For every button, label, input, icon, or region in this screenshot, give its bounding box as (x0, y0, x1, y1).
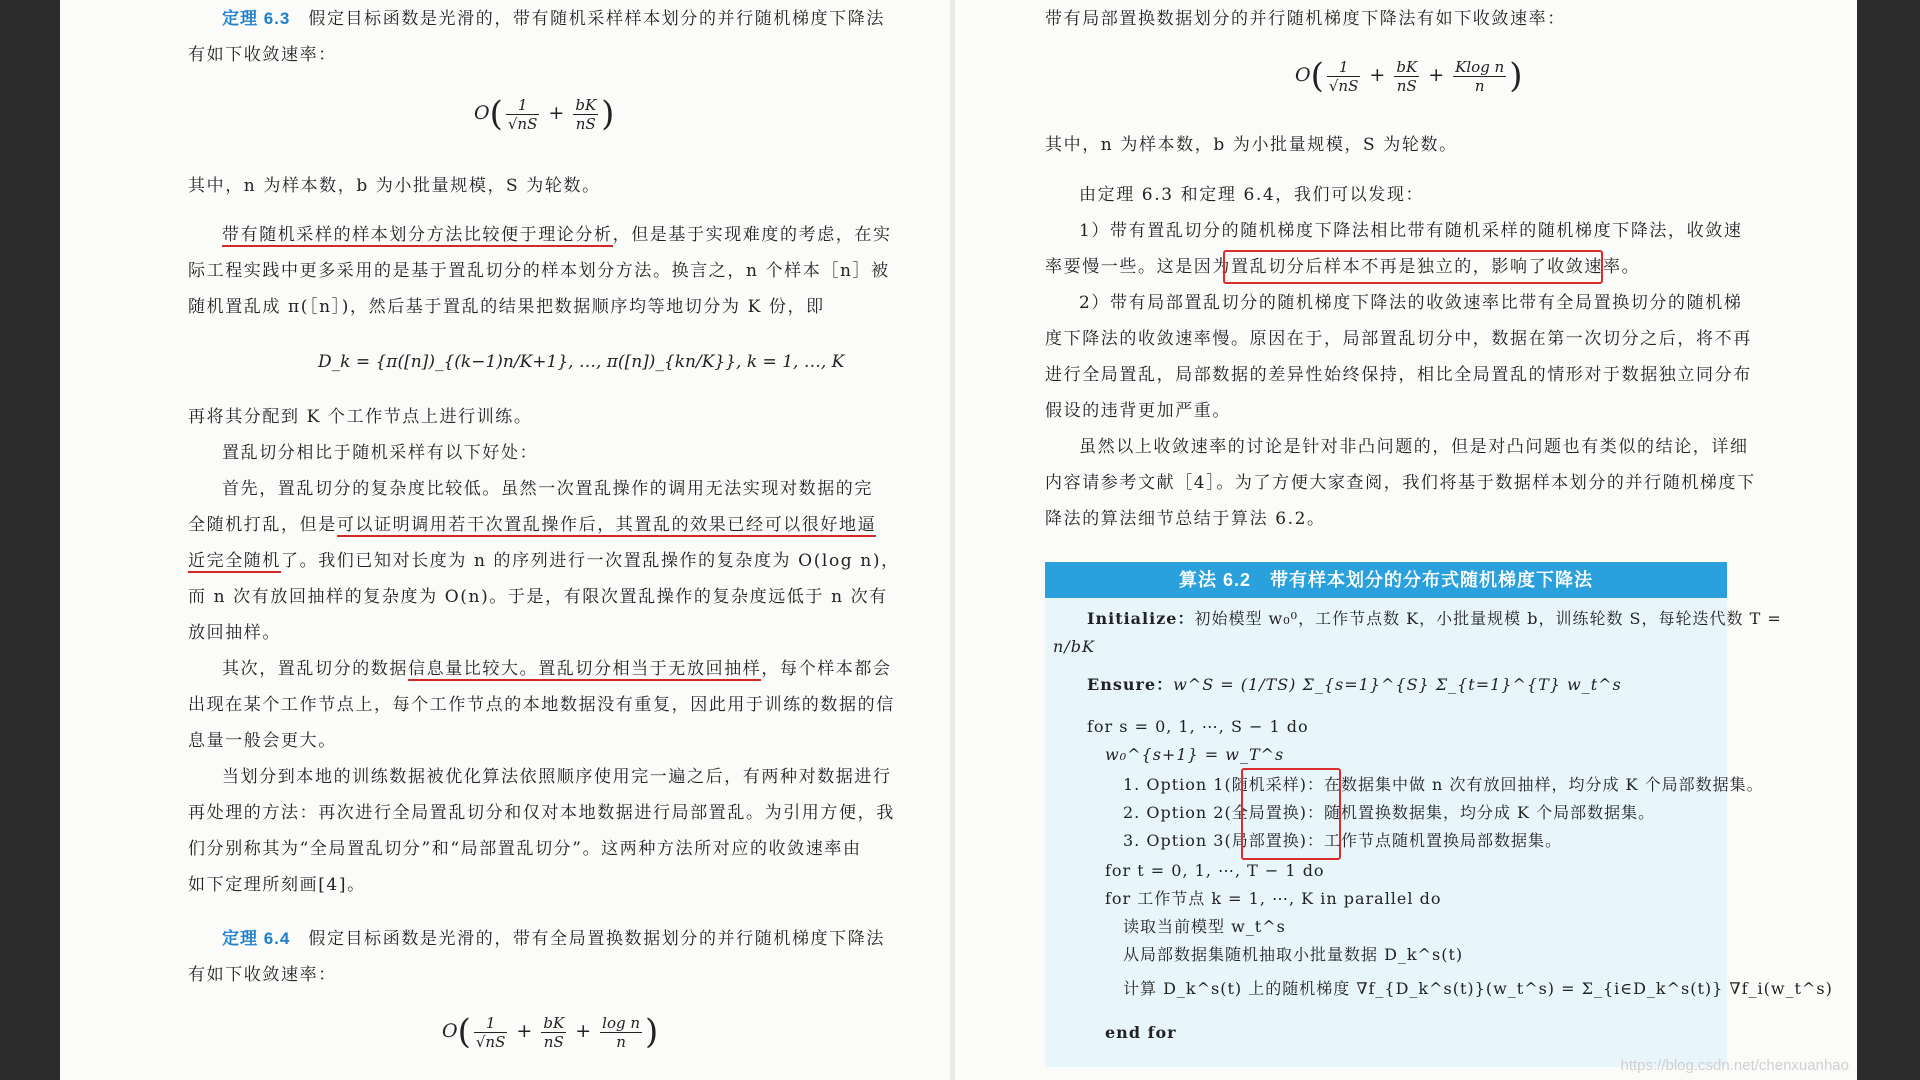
paragraph-line: 近完全随机了。我们已知对长度为 n 的序列进行一次置乱操作的复杂度为 O(log n)， (188, 551, 900, 571)
paragraph-line: 当划分到本地的训练数据被优化算法依照顺序使用完一遍之后，有两种对数据进行 (222, 767, 892, 787)
algo-ensure: Ensure：w^S = (1/TS) Σ_{s=1}^{S} Σ_{t=1}^{T} w_t^s (1087, 675, 1622, 694)
paragraph-line: 内容请参考文献［4］。为了方便大家查阅，我们将基于数据样本划分的并行随机梯度下 (1045, 473, 1756, 493)
formula-dk: D_k = {π([n])_{(k−1)n/K+1}, …, π([n])_{kn/K}}, k = 1, …, K (318, 352, 845, 372)
paragraph-line: 而 n 次有放回抽样的复杂度为 O(n)。于是，有限次置乱操作的复杂度远低于 n 次有 (188, 587, 888, 607)
algo-for-t: for t = 0, 1, ⋯, T − 1 do (1105, 861, 1325, 880)
highlighted-phrase: 置乱切分后样本不再是独立的，影响了收敛速率 (1231, 257, 1622, 277)
theorem-6-3: 定理 6.3 假定目标函数是光滑的，带有随机采样样本划分的并行随机梯度下降法 (222, 9, 885, 29)
red-highlight-box (1241, 768, 1341, 860)
paragraph-line: 如下定理所刻画[4]。 (188, 875, 366, 895)
algo-grad: 计算 D_k^s(t) 上的随机梯度 ∇f_{D_k^s(t)}(w_t^s) = Σ_{i∈D_k^s(t)} ∇f_i(w_t^s) (1123, 979, 1833, 998)
paragraph-line: 率要慢一些。这是因为置乱切分后样本不再是独立的，影响了收敛速率。 (1045, 257, 1641, 277)
paragraph-line: 度下降法的收敛速率慢。原因在于，局部置乱切分中，数据在第一次切分之后，将不再 (1045, 329, 1752, 349)
watermark: https://blog.csdn.net/chenxuanhao (1620, 1057, 1849, 1074)
algo-end-for: end for (1105, 1023, 1177, 1042)
formula-local-shuffle: O( $\frac{1}{√nS}$ + $\frac{bK}{nS}$ + $\frac{\text{Klog n}}{n}$ ) (1295, 56, 1523, 96)
paragraph-line: 出现在某个工作节点上，每个工作节点的本地数据没有重复，因此用于训练的数据的信 (188, 695, 895, 715)
paragraph-line: 再将其分配到 K 个工作节点上进行训练。 (188, 407, 533, 427)
paragraph-line: 带有随机采样的样本划分方法比较便于理论分析，但是基于实现难度的考虑，在实 (222, 225, 892, 245)
paragraph-line: 虽然以上收敛速率的讨论是针对非凸问题的，但是对凸问题也有类似的结论，详细 (1079, 437, 1749, 457)
red-highlight-box (1223, 250, 1603, 284)
paragraph-line: 际工程实践中更多采用的是基于置乱切分的样本划分方法。换言之，n 个样本［n］被 (188, 261, 890, 281)
formula-theorem-6-4: O( $\frac{1}{√nS}$ + $\frac{bK}{nS}$ + $\frac{\text{log n}}{n}$ ) (442, 1012, 659, 1052)
algorithm-header: 算法 6.2 带有样本划分的分布式随机梯度下降法 (1045, 562, 1727, 598)
red-underline: 信息量比较大。置乱切分相当于无放回抽样 (408, 659, 762, 679)
algo-read: 读取当前模型 w_t^s (1123, 917, 1286, 936)
left-page (60, 0, 950, 1080)
algo-for-s: for s = 0, 1, ⋯, S − 1 do (1087, 717, 1309, 736)
paragraph-line: 带有局部置换数据划分的并行随机梯度下降法有如下收敛速率： (1045, 9, 1566, 29)
paragraph-line: 息量一般会更大。 (188, 731, 337, 751)
theorem-text: 有如下收敛速率： (188, 45, 337, 65)
paragraph-line: 全随机打乱，但是可以证明调用若干次置乱操作后，其置乱的效果已经可以很好地逼 (188, 515, 877, 535)
theorem-text: 有如下收敛速率： (188, 965, 337, 985)
algo-option-2: 2. Option 2(全局置换)：随机置换数据集，均分成 K 个局部数据集。 (1123, 803, 1656, 822)
paragraph-line: 其次，置乱切分的数据信息量比较大。置乱切分相当于无放回抽样，每个样本都会 (222, 659, 892, 679)
paragraph-line: 2）带有局部置乱切分的随机梯度下降法的收敛速率比带有全局置换切分的随机梯 (1079, 293, 1743, 313)
paragraph-line: 置乱切分相比于随机采样有以下好处： (222, 443, 539, 463)
paragraph-line: 进行全局置乱，局部数据的差异性始终保持，相比全局置乱的情形对于数据独立同分布 (1045, 365, 1752, 385)
paragraph-line: 放回抽样。 (188, 623, 281, 643)
algo-initialize-cont: n/bK (1053, 637, 1095, 656)
algo-initialize: Initialize：初始模型 w₀⁰，工作节点数 K，小批量规模 b，训练轮数 S，每轮迭代数 T = (1087, 609, 1782, 628)
red-underline: 可以证明调用若干次置乱操作后，其置乱的效果已经可以很好地逼 (336, 515, 877, 535)
theorem-6-4: 定理 6.4 假定目标函数是光滑的，带有全局置换数据划分的并行随机梯度下降法 (222, 929, 885, 949)
paragraph-line: 假设的违背更加严重。 (1045, 401, 1231, 421)
red-underline: 近完全随机 (188, 551, 281, 571)
algo-sample: 从局部数据集随机抽取小批量数据 D_k^s(t) (1123, 945, 1464, 964)
paragraph-line: 们分别称其为“全局置乱切分”和“局部置乱切分”。这两种方法所对应的收敛速率由 (188, 839, 862, 859)
algo-for-k: for 工作节点 k = 1, ⋯, K in parallel do (1105, 889, 1442, 908)
theorem-label: 定理 6.4 (222, 929, 291, 948)
paragraph-line: 由定理 6.3 和定理 6.4，我们可以发现： (1079, 185, 1425, 205)
formula-theorem-6-3: O( $\frac{1}{√nS}$ + $\frac{bK}{nS}$ ) (474, 94, 615, 134)
red-underline: 带有随机采样的样本划分方法比较便于理论分析 (222, 225, 613, 245)
algo-option-3: 3. Option 3(局部置换)：工作节点随机置换局部数据集。 (1123, 831, 1562, 850)
theorem-label: 定理 6.3 (222, 9, 291, 28)
paragraph-line: 再处理的方法：再次进行全局置乱切分和仅对本地数据进行局部置乱。为引用方便，我 (188, 803, 895, 823)
algo-assign: w₀^{s+1} = w_T^s (1105, 745, 1285, 764)
algo-option-1: 1. Option 1(随机采样)：在数据集中做 n 次有放回抽样，均分成 K 个局部数据集。 (1123, 775, 1764, 794)
paragraph-line: 1）带有置乱切分的随机梯度下降法相比带有随机采样的随机梯度下降法，收敛速 (1079, 221, 1743, 241)
paragraph-line: 随机置乱成 π(［n］)，然后基于置乱的结果把数据顺序均等地切分为 K 份，即 (188, 297, 825, 317)
paragraph-line: 降法的算法细节总结于算法 6.2。 (1045, 509, 1326, 529)
paragraph-line: 首先，置乱切分的复杂度比较低。虽然一次置乱操作的调用无法实现对数据的完 (222, 479, 873, 499)
right-page (955, 0, 1857, 1080)
where-text: 其中，n 为样本数，b 为小批量规模，S 为轮数。 (188, 176, 601, 196)
where-text: 其中，n 为样本数，b 为小批量规模，S 为轮数。 (1045, 135, 1458, 155)
